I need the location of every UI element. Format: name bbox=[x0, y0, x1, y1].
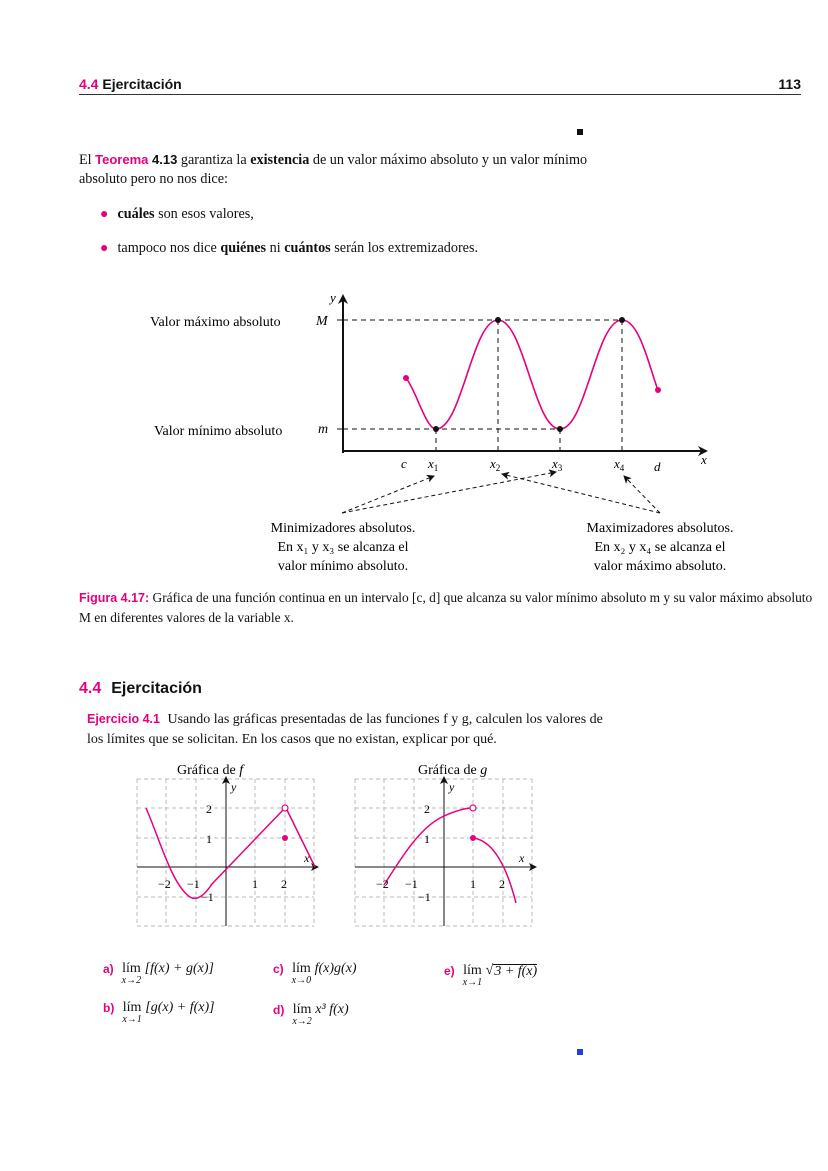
bullet-item: ● tampoco nos dice quiénes ni cuántos serán los extremizadores. bbox=[100, 240, 479, 256]
svg-text:−1: −1 bbox=[405, 877, 418, 891]
bullet-item: ● cuáles son esos valores, bbox=[100, 206, 254, 222]
minimizers-line-3: valor mínimo absoluto. bbox=[277, 559, 409, 574]
limit-item-a: a) lím x→2 [f(x) + g(x)] bbox=[103, 961, 214, 986]
minimizers-line-2: En x₁ y x₃ se alcanza el bbox=[277, 540, 409, 555]
section-heading: 4.4 Ejercitación bbox=[79, 680, 202, 697]
svg-text:x: x bbox=[519, 851, 525, 865]
graph-f bbox=[137, 763, 318, 926]
label-min: Valor mínimo absoluto bbox=[154, 424, 283, 439]
figure-caption: Figura 4.17: Gráfica de una función continua en un intervalo [c, d] que alcanza su valor mínimo absoluto m y su valor máximo absoluto M en diferentes valores de la variable x. bbox=[79, 590, 813, 625]
page-number: 113 bbox=[778, 76, 801, 92]
label-m: m bbox=[318, 422, 329, 437]
svg-text:y: y bbox=[449, 780, 455, 794]
label-x3: $x_3$ bbox=[552, 456, 563, 473]
graph-g-title: Gráfica de g bbox=[418, 763, 488, 778]
svg-text:1: 1 bbox=[252, 877, 258, 891]
label-x1: $x_1$ bbox=[428, 456, 439, 473]
minimizers-line-1: Minimizadores absolutos. bbox=[270, 521, 416, 536]
svg-text:−1: −1 bbox=[187, 877, 200, 891]
svg-text:−2: −2 bbox=[376, 877, 389, 891]
guide-lines bbox=[343, 320, 622, 451]
label-max: Valor máximo absoluto bbox=[150, 315, 281, 330]
label-x: x bbox=[701, 452, 707, 467]
running-header-section: 4.4 Ejercitación bbox=[79, 76, 182, 92]
svg-text:1: 1 bbox=[470, 877, 476, 891]
graph-f-title: Gráfica de f bbox=[177, 763, 244, 778]
label-x2: $x_2$ bbox=[490, 456, 501, 473]
svg-text:−1: −1 bbox=[201, 890, 214, 904]
end-of-proof-mark bbox=[577, 129, 583, 135]
maximizers-line-1: Maximizadores absolutos. bbox=[586, 521, 734, 536]
graph-g bbox=[355, 763, 536, 926]
running-header bbox=[79, 76, 801, 95]
label-x4: $x_4$ bbox=[614, 456, 625, 473]
svg-text:−1: −1 bbox=[418, 890, 431, 904]
svg-text:2: 2 bbox=[206, 802, 212, 816]
label-y: y bbox=[330, 290, 336, 305]
open-point bbox=[282, 805, 288, 811]
function-graphs bbox=[0, 755, 828, 935]
figure-extrema bbox=[0, 285, 828, 585]
label-M: M bbox=[316, 314, 328, 329]
maximizers-line-2: En x₂ y x₄ se alcanza el bbox=[594, 540, 726, 555]
maximizers-line-3: valor máximo absoluto. bbox=[593, 559, 727, 574]
limit-item-d: d) lím x→2 x³ f(x) bbox=[273, 1002, 349, 1027]
label-d: d bbox=[654, 459, 661, 474]
min-point bbox=[557, 426, 563, 432]
open-point bbox=[470, 805, 476, 811]
closed-point bbox=[282, 835, 288, 841]
min-point bbox=[433, 426, 439, 432]
limit-item-e: e) lím x→1 √3 + f(x) bbox=[444, 963, 538, 988]
svg-text:x: x bbox=[304, 851, 310, 865]
max-point bbox=[619, 317, 625, 323]
svg-text:2: 2 bbox=[281, 877, 287, 891]
svg-text:1: 1 bbox=[424, 832, 430, 846]
annotation-arrows bbox=[342, 472, 660, 513]
bullet-dot-icon: ● bbox=[100, 241, 109, 256]
endpoint-d bbox=[655, 387, 661, 393]
function-curve bbox=[406, 320, 658, 429]
limit-item-b: b) lím x→1 [g(x) + f(x)] bbox=[103, 1000, 215, 1025]
label-c: c bbox=[401, 456, 407, 471]
bullet-dot-icon: ● bbox=[100, 207, 109, 222]
svg-text:2: 2 bbox=[499, 877, 505, 891]
max-point bbox=[495, 317, 501, 323]
theorem-link[interactable]: Teorema bbox=[95, 152, 149, 167]
svg-text:−2: −2 bbox=[158, 877, 171, 891]
intro-paragraph: El Teorema 4.13 garantiza la existencia de un valor máximo absoluto y un valor mínimo absoluto pero no nos dice: bbox=[79, 152, 588, 187]
end-of-exercise-mark bbox=[577, 1049, 583, 1055]
exercise-statement: Ejercicio 4.1 Usando las gráficas presentadas de las funciones f y g, calculen los valores de los límites que se solicitan. En los casos que no existan, explicar por qué. bbox=[87, 712, 603, 747]
closed-point bbox=[470, 835, 476, 841]
limit-item-c: c) lím x→0 f(x)g(x) bbox=[273, 961, 357, 986]
svg-text:y: y bbox=[231, 780, 237, 794]
svg-text:1: 1 bbox=[206, 832, 212, 846]
endpoint-c bbox=[403, 375, 409, 381]
svg-text:2: 2 bbox=[424, 802, 430, 816]
